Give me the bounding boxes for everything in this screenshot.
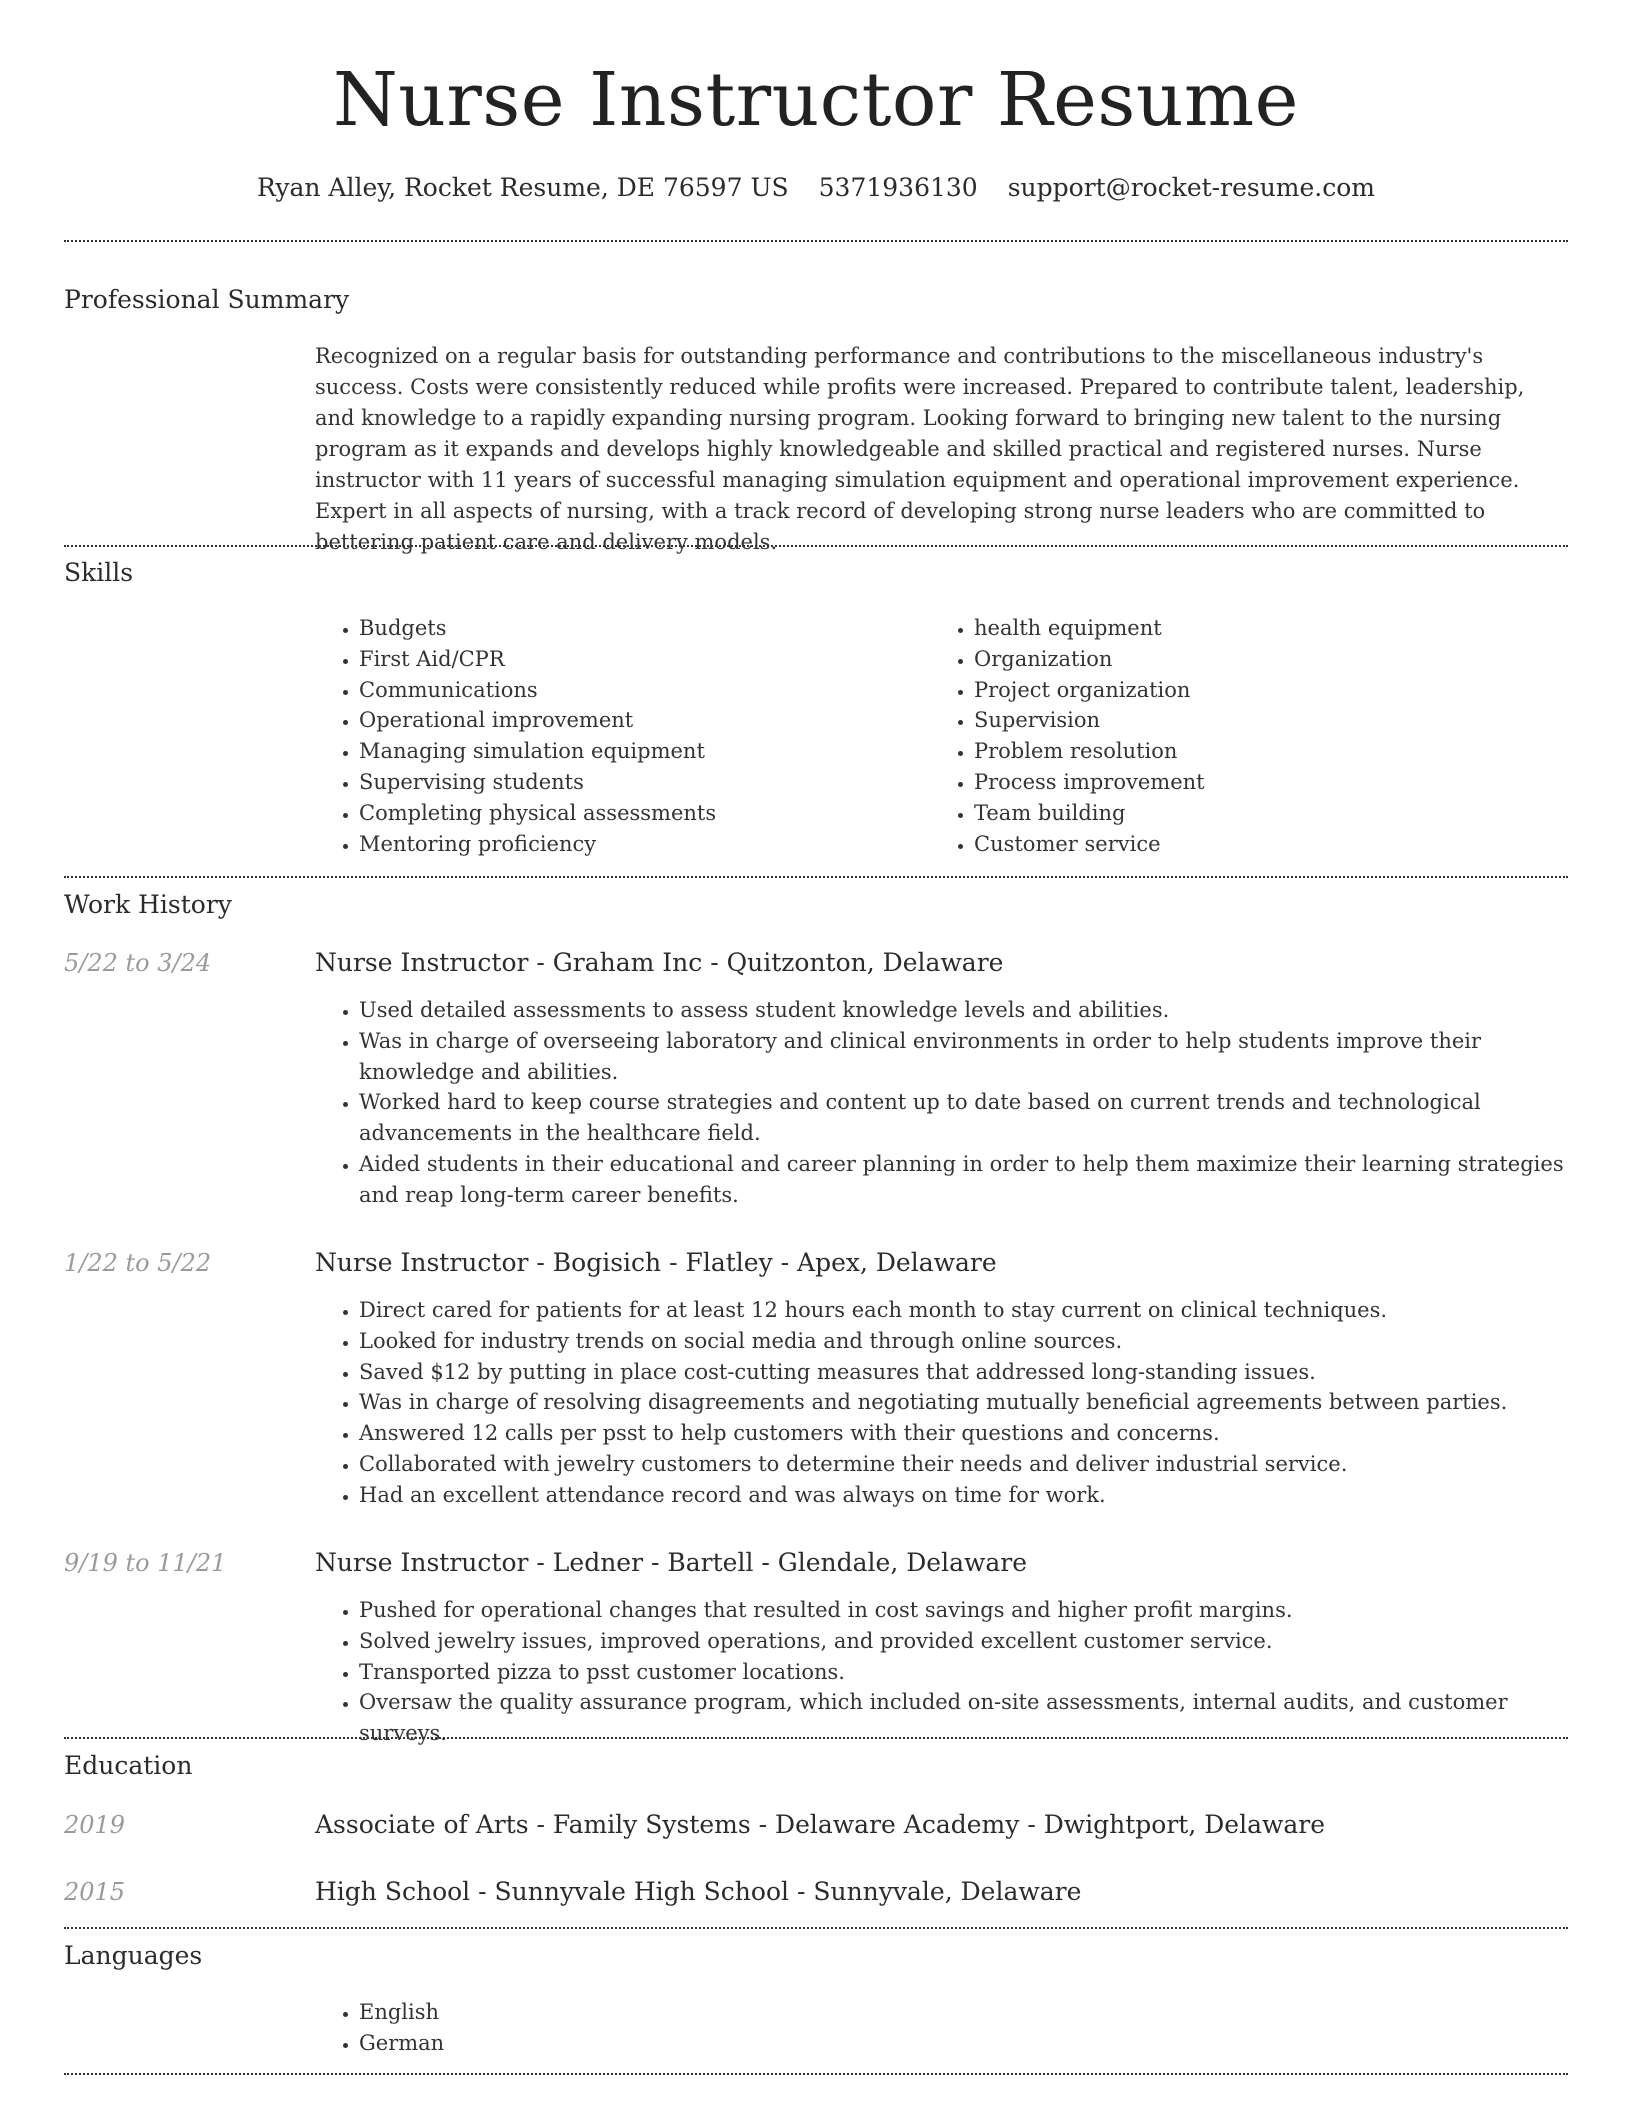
job-bullets	[315, 1295, 1568, 1511]
skill-item: • Project organization	[974, 675, 1574, 706]
job-bullet: • Answered 12 calls per psst to help customers with their questions and concerns.	[359, 1418, 1568, 1449]
education-heading: Education	[64, 1751, 193, 1780]
job-bullet: • Direct cared for patients for at least 12 hours each month to stay current on clinical techniques.	[359, 1295, 1568, 1326]
job-bullet: • Oversaw the quality assurance program, which included on-site assessments, internal audits, and customer surveys.	[359, 1687, 1568, 1749]
job-bullet: • Worked hard to keep course strategies and content up to date based on current trends and technological advancements in the healthcare field.	[359, 1087, 1568, 1149]
job-bullet: • Used detailed assessments to assess student knowledge levels and abilities.	[359, 995, 1568, 1026]
section-divider	[64, 545, 1568, 547]
skill-item: • Budgets	[359, 613, 919, 644]
job-bullets	[315, 995, 1568, 1211]
skill-item: • Managing simulation equipment	[359, 736, 919, 767]
skill-item: • Operational improvement	[359, 705, 919, 736]
job-bullets	[315, 1595, 1568, 1749]
skills-heading: Skills	[64, 558, 134, 587]
education-title: Associate of Arts - Family Systems - Delaware Academy - Dwightport, Delaware	[315, 1810, 1326, 1839]
skills-list-left	[315, 613, 919, 859]
skill-item: • Communications	[359, 675, 919, 706]
job-bullet: • Collaborated with jewelry customers to determine their needs and deliver industrial service.	[359, 1449, 1568, 1480]
job-title: Nurse Instructor - Bogisich - Flatley - Apex, Delaware	[315, 1248, 997, 1277]
skill-item: • Customer service	[974, 829, 1574, 860]
job-dates: 1/22 to 5/22	[64, 1249, 212, 1277]
education-year: 2015	[64, 1878, 126, 1906]
education-year: 2019	[64, 1811, 126, 1839]
resume-title: Nurse Instructor Resume	[333, 57, 1299, 143]
job-bullet: • Looked for industry trends on social media and through online sources.	[359, 1326, 1568, 1357]
summary-heading: Professional Summary	[64, 285, 350, 314]
skill-item: • Mentoring proficiency	[359, 829, 919, 860]
job-dates: 9/19 to 11/21	[64, 1549, 227, 1577]
education-title: High School - Sunnyvale High School - Sunnyvale, Delaware	[315, 1877, 1082, 1906]
summary-text: Recognized on a regular basis for outstanding performance and contributions to the miscellaneous industry's success. Costs were consistently reduced while profits were increased. Prepared to contribute talent, leadership, and knowledge to a rapidly expanding nursing program. Looking forward to bringing new talent to the nursing program as it expands and develops highly knowledgeable and skilled practical and registered nurses. Nurse instructor with 11 years of successful managing simulation equipment and operational improvement experience. Expert in all aspects of nursing, with a track record of developing strong nurse leaders who are committed to bettering patient care and delivery models.	[315, 344, 1525, 554]
section-divider	[64, 876, 1568, 878]
job-bullet: • Was in charge of resolving disagreements and negotiating mutually beneficial agreements between parties.	[359, 1387, 1568, 1418]
skill-item: • Team building	[974, 798, 1574, 829]
job-dates: 5/22 to 3/24	[64, 949, 212, 977]
skill-item: • health equipment	[974, 613, 1574, 644]
languages-heading: Languages	[64, 1941, 203, 1970]
job-bullet: • Was in charge of overseeing laboratory and clinical environments in order to help students improve their knowledge and abilities.	[359, 1026, 1568, 1088]
contact-line	[64, 170, 1568, 206]
job-title: Nurse Instructor - Graham Inc - Quitzonton, Delaware	[315, 948, 1004, 977]
job-title: Nurse Instructor - Ledner - Bartell - Glendale, Delaware	[315, 1548, 1028, 1577]
contact-address: Ryan Alley, Rocket Resume, DE 76597 US	[256, 173, 789, 202]
job-bullet: • Transported pizza to psst customer locations.	[359, 1657, 1568, 1688]
skills-list-right	[930, 613, 1574, 859]
contact-email: support@rocket-resume.com	[1007, 173, 1376, 202]
skill-item: • Completing physical assessments	[359, 798, 919, 829]
job-bullet: • Had an excellent attendance record and was always on time for work.	[359, 1480, 1568, 1511]
language-item: • English	[359, 1997, 759, 2028]
skill-item: • Supervision	[974, 705, 1574, 736]
skill-item: • Supervising students	[359, 767, 919, 798]
language-item: • German	[359, 2028, 759, 2059]
job-bullet: • Aided students in their educational and career planning in order to help them maximize their learning strategies and reap long-term career benefits.	[359, 1149, 1568, 1211]
section-divider	[64, 240, 1568, 242]
contact-phone: 5371936130	[818, 173, 978, 202]
work-heading: Work History	[64, 890, 232, 919]
section-divider	[64, 1737, 1568, 1739]
languages-list	[315, 1997, 759, 2059]
section-divider	[64, 2073, 1568, 2075]
skill-item: • Problem resolution	[974, 736, 1574, 767]
skill-item: • Organization	[974, 644, 1574, 675]
skill-item: • First Aid/CPR	[359, 644, 919, 675]
job-bullet: • Saved $12 by putting in place cost-cutting measures that addressed long-standing issues.	[359, 1357, 1568, 1388]
job-bullet: • Solved jewelry issues, improved operations, and provided excellent customer service.	[359, 1626, 1568, 1657]
section-divider	[64, 1927, 1568, 1929]
skill-item: • Process improvement	[974, 767, 1574, 798]
job-bullet: • Pushed for operational changes that resulted in cost savings and higher profit margins.	[359, 1595, 1568, 1626]
